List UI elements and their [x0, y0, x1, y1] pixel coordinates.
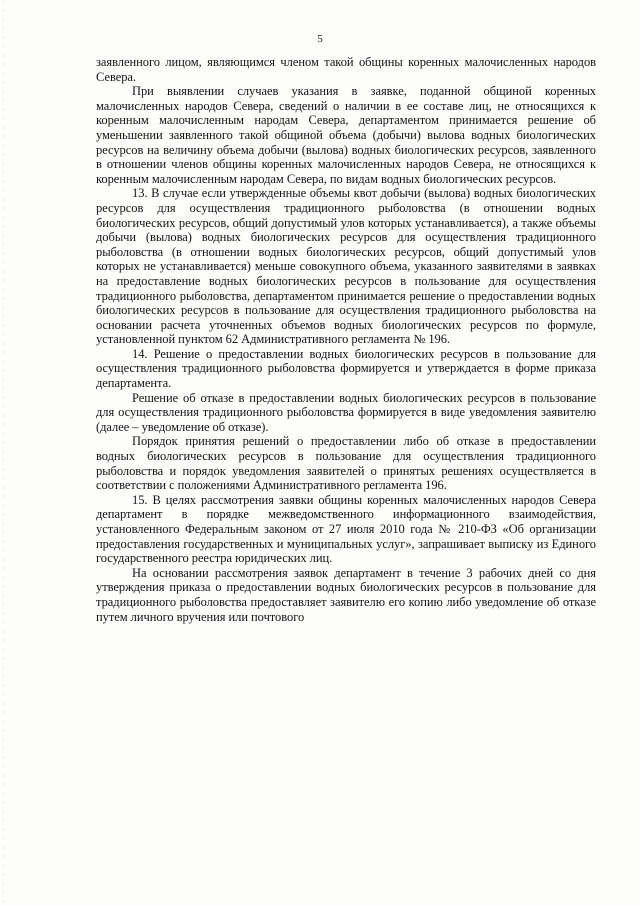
page-number: 5: [317, 33, 323, 45]
paragraph-clause-15: 15. В целях рассмотрения заявки общины коренных малочисленных народов Севера департамент в порядке межведомственного информационного взаимодействия, установленного Федеральным законом от 27 июля 2010 года № 210-ФЗ «Об организации предоставления государственных и муниципальных услуг», запрашивает выписку из Единого государственного реестра юридических лиц.: [96, 492, 596, 566]
paragraph-clause-13: 13. В случае если утвержденные объемы квот добычи (вылова) водных биологических ресурсов для осуществления традиционного рыболовства (в отношении водных биологических ресурсов, общий допустимый улов которых устанавливается), а также объемы добычи (вылова) водных биологических ресурсов для осуществления традиционного рыболовства (в отношении водных биологических ресурсов, общий допустимый улов которых не устанавливается) меньше совокупного объема, указанного заявителями в заявках на предоставление водных биологических ресурсов в пользование для осуществления традиционного рыболовства, департаментом принимается решение о предоставлении водных биологических ресурсов в пользование для осуществления традиционного рыболовства на основании расчета уточненных объемов водных биологических ресурсов по формуле, установленной пунктом 62 Административного регламента № 196.: [96, 186, 596, 347]
paragraph: Порядок принятия решений о предоставлении либо об отказе в предоставлении водных биологических ресурсов в пользование для осуществления традиционного рыболовства и порядок уведомления заявителей о принятых решениях осуществляется в соответствии с положениями Административного регламента 196.: [96, 434, 596, 493]
paragraph-continuation: заявленного лицом, являющимся членом такой общины коренных малочисленных народов Севера.: [96, 55, 596, 84]
scan-edge-artifact: [3, 0, 4, 905]
paragraph: Решение об отказе в предоставлении водных биологических ресурсов в пользование для осуществления традиционного рыболовства формируется в виде уведомления заявителю (далее – уведомление об отказе).: [96, 390, 596, 434]
paragraph-clause-14: 14. Решение о предоставлении водных биологических ресурсов в пользование для осуществления традиционного рыболовства формируется и утверждается в форме приказа департамента.: [96, 346, 596, 391]
document-body: [96, 55, 596, 624]
paragraph: При выявлении случаев указания в заявке, поданной общиной коренных малочисленных народов Севера, сведений о наличии в ее составе лиц, не относящихся к коренным малочисленным народам Севера, департаментом принимается решение об уменьшении заявленного такой общиной объема (добычи) вылова водных биологических ресурсов на величину объема добычи (вылова) водных биологических ресурсов, заявленного в отношении членов общины коренных малочисленных народов Севера, не относящихся к коренным малочисленным народам Севера, по видам водных биологических ресурсов.: [96, 84, 596, 186]
paragraph: На основании рассмотрения заявок департамент в течение 3 рабочих дней со дня утверждения приказа о предоставлении водных биологических ресурсов в пользование для традиционного рыболовства предоставляет заявителю его копию либо уведомление об отказе путем личного вручения или почтового: [96, 565, 596, 624]
